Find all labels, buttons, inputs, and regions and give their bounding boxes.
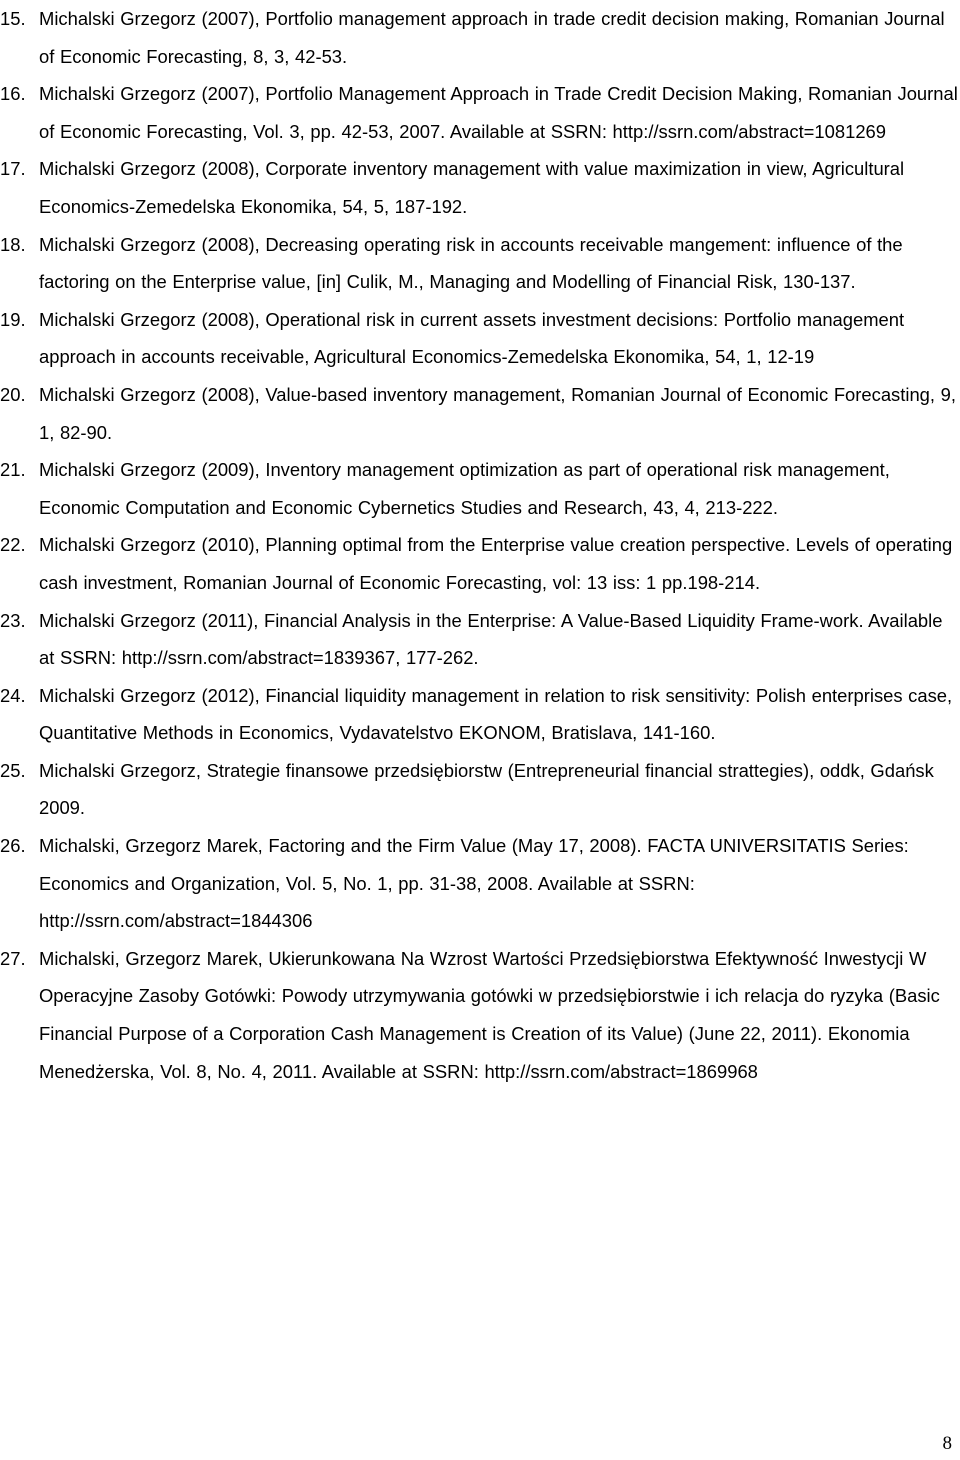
reference-item-17	[0, 150, 958, 225]
reference-text: Michalski Grzegorz (2009), Inventory management optimization as part of operational risk management, Economic Computation and Economic Cybernetics Studies and Research, 43, 4, 213-222.	[39, 459, 890, 518]
reference-item-26	[0, 827, 958, 940]
reference-number: 20.	[0, 383, 26, 405]
reference-number: 23.	[0, 609, 26, 631]
reference-item-27	[0, 940, 958, 1090]
reference-text: Michalski Grzegorz (2007), Portfolio Management Approach in Trade Credit Decision Making, Romanian Journal of Economic Forecasting, Vol. 3, pp. 42-53, 2007. Available at SSRN: http://ssrn.com/abstract=1081269	[39, 83, 958, 142]
reference-item-16	[0, 75, 958, 150]
reference-item-20	[0, 376, 958, 451]
reference-number: 24.	[0, 684, 26, 706]
reference-text: Michalski Grzegorz (2008), Value-based inventory management, Romanian Journal of Economic Forecasting, 9, 1, 82-90.	[39, 383, 956, 443]
reference-number: 22.	[0, 534, 26, 556]
reference-text: Michalski Grzegorz (2008), Operational risk in current assets investment decisions: Portfolio management approach in accounts receivable, Agricultural Economics-Zemedelska Ekonomika, 54, 1, 12-19	[39, 308, 905, 368]
reference-text: Michalski, Grzegorz Marek, Factoring and the Firm Value (May 17, 2008). FACTA UNIVERSITATIS Series: Economics and Organization, Vol. 5, No. 1, pp. 31-38, 2008. Available at SSRN: http://ssrn.com/abstract=1844306	[39, 835, 909, 932]
reference-number: 21.	[0, 459, 26, 481]
reference-number: 15.	[0, 8, 26, 29]
reference-item-22	[0, 526, 958, 601]
reference-number: 17.	[0, 158, 26, 180]
reference-number: 19.	[0, 308, 26, 330]
page-number: 8	[942, 1433, 952, 1454]
reference-item-18	[0, 226, 958, 301]
reference-text: Michalski Grzegorz (2008), Decreasing operating risk in accounts receivable mangement: influence of the factoring on the Enterprise value, [in] Culik, M., Managing and Modelling of Financial Risk, 130-137.	[39, 233, 903, 293]
reference-text: Michalski Grzegorz (2011), Financial Analysis in the Enterprise: A Value-Based Liquidity Frame-work. Available at SSRN: http://ssrn.com/abstract=1839367, 177-262.	[39, 609, 943, 669]
reference-text: Michalski Grzegorz, Strategie finansowe przedsiębiorstw (Entrepreneurial financial strattegies), oddk, Gdańsk 2009.	[39, 759, 934, 819]
reference-item-19	[0, 301, 958, 376]
reference-number: 25.	[0, 759, 26, 781]
reference-text: Michalski Grzegorz (2007), Portfolio management approach in trade credit decision making, Romanian Journal of Economic Forecasting, 8, 3, 42-53.	[39, 8, 945, 67]
reference-number: 16.	[0, 83, 26, 105]
reference-number: 18.	[0, 233, 26, 255]
reference-item-24	[0, 677, 958, 752]
reference-number: 27.	[0, 947, 26, 969]
reference-item-21	[0, 451, 958, 526]
reference-item-23	[0, 602, 958, 677]
reference-text: Michalski Grzegorz (2010), Planning optimal from the Enterprise value creation perspective. Levels of operating cash investment, Romanian Journal of Economic Forecasting, vol: 13 iss: 1 pp.198-214.	[39, 534, 953, 593]
reference-text: Michalski Grzegorz (2012), Financial liquidity management in relation to risk sensitivity: Polish enterprises case, Quantitative Methods in Economics, Vydavatelstvo EKONOM, Bratislava, 141-160.	[39, 684, 953, 744]
reference-item-25	[0, 752, 958, 827]
reference-item-15	[0, 0, 958, 75]
reference-text: Michalski, Grzegorz Marek, Ukierunkowana Na Wzrost Wartości Przedsiębiorstwa Efektywność Inwestycji W Operacyjne Zasoby Gotówki: Powody utrzymywania gotówki w przedsiębiorstwie i ich relacja do ryzyka (Basic Financial Purpose of a Corporation Cash Management is Creation of its Value) (June 22, 2011). Ekonomia Menedżerska, Vol. 8, No. 4, 2011. Available at SSRN: http://ssrn.com/abstract=1869968	[39, 947, 940, 1082]
reference-text: Michalski Grzegorz (2008), Corporate inventory management with value maximization in view, Agricultural Economics-Zemedelska Ekonomika, 54, 5, 187-192.	[39, 158, 905, 217]
reference-number: 26.	[0, 835, 26, 857]
